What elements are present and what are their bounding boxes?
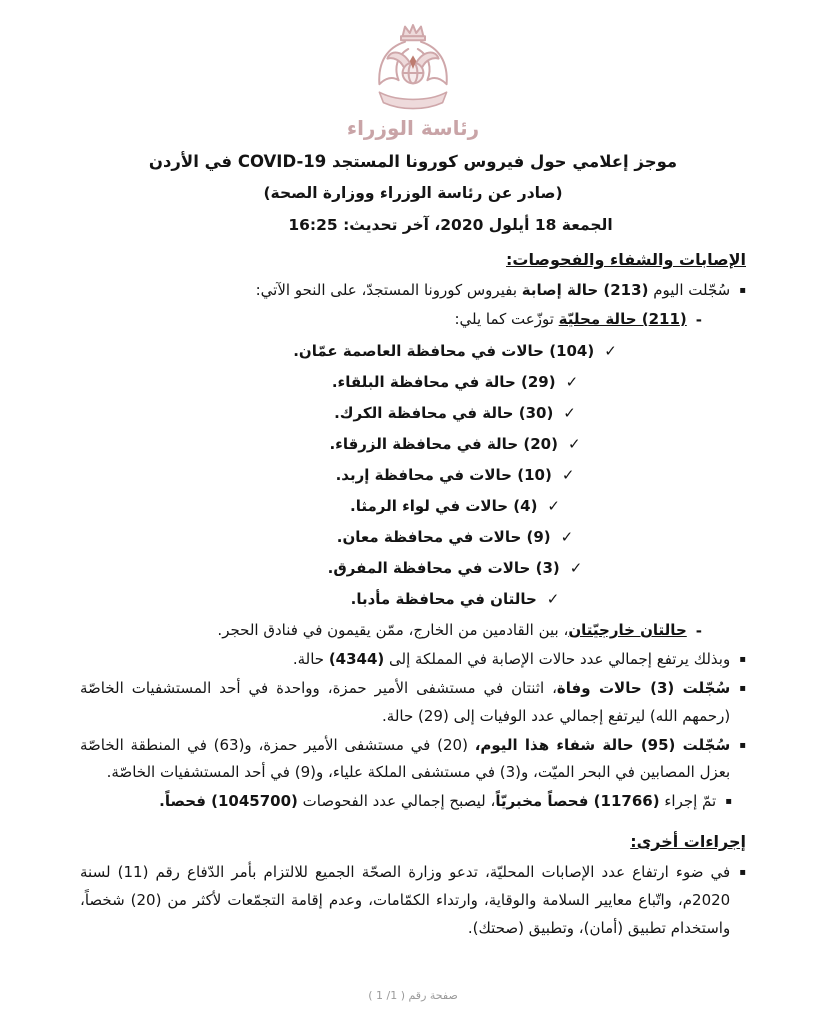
text-segment: تمّ إجراء <box>659 792 717 810</box>
check-icon: ✓ <box>563 404 576 422</box>
governorate-cases-list <box>164 336 746 615</box>
today-cases-row <box>80 277 746 305</box>
text-segment: ، ليصبح إجمالي عدد الفحوصات <box>297 792 496 810</box>
check-icon: ✓ <box>546 590 560 608</box>
case-line-mafraq <box>164 553 746 584</box>
header-logo <box>80 20 746 140</box>
external-cases-row <box>80 617 702 645</box>
actions-row <box>80 859 746 942</box>
local-cases-text <box>454 306 686 334</box>
check-icon: ✓ <box>561 466 575 484</box>
recoveries-row <box>80 732 746 788</box>
actions-text: في ضوء ارتفاع عدد الإصابات المحليّة، تدعو وزارة الصحّة الجميع للالتزام بأمر الدّفاع رقم (11) لسنة 2020م، واتّباع معايير السلامة والوقاية، وارتداء الكمّامات، وعدم إقامة التجمّعات لأكثر من (20) شخصاً، واستخدام تطبيق (أمان)، وتطبيق (صحتك). <box>80 863 731 937</box>
total-cases-text <box>293 646 730 674</box>
recoveries-text <box>80 732 730 788</box>
dash-icon: - <box>695 622 702 640</box>
case-text: (29) حالة في محافظة البلقاء. <box>331 373 556 391</box>
bullet-icon: ▪ <box>739 683 746 694</box>
case-line-amman <box>164 336 746 367</box>
case-text: (20) حالة في محافظة الزرقاء. <box>329 435 558 453</box>
check-icon: ✓ <box>565 373 579 391</box>
text-segment: ، بين القادمين من الخارج، ممّن يقيمون في فنادق الحجر. <box>217 621 569 639</box>
check-icon: ✓ <box>560 528 574 546</box>
stats-section-heading: الإصابات والشفاء والفحوصات: <box>506 250 746 269</box>
text-segment: (20) في مستشفى الأمير حمزة، و(63) في المنطقة الخاصّة بعزل المصابين في البحر الميّت، و(3) في مستشفى الملكة علياء، و(9) في أحد المستشفيات الخاصّة. <box>80 735 731 782</box>
case-text: (3) حالات في محافظة المفرق. <box>327 559 560 577</box>
external-cases-text <box>217 617 686 645</box>
page-number: صفحة رقم ( 1/ 1 ) <box>368 989 458 1002</box>
check-icon: ✓ <box>567 435 581 453</box>
logo-caption-text: رئاسة الوزراء <box>346 116 480 140</box>
text-segment: سُجّلت اليوم <box>648 281 731 299</box>
text-segment-bold: (11766) فحصاً مخبريّاً <box>495 792 660 810</box>
bullet-icon: ▪ <box>739 654 746 665</box>
deaths-row <box>80 675 746 731</box>
text-segment: وبذلك يرتفع إجمالي عدد حالات الإصابة في المملكة إلى <box>384 650 731 668</box>
text-segment: توزّعت كما يلي: <box>454 310 559 328</box>
dash-icon: - <box>695 311 702 329</box>
bullet-icon: ▪ <box>739 285 746 296</box>
bullet-icon: ▪ <box>739 867 746 878</box>
tests-row <box>80 788 732 816</box>
bullet-icon: ▪ <box>725 796 732 807</box>
text-segment-bold: سُجّلت (95) حالة شفاء هذا اليوم، <box>474 735 731 754</box>
text-segment-bold: سُجّلت (3) حالات وفاة <box>556 679 731 697</box>
jordan-coat-of-arms-icon <box>365 20 461 118</box>
case-line-madaba <box>164 584 746 615</box>
check-icon: ✓ <box>604 342 617 360</box>
deaths-text <box>80 675 730 731</box>
case-line-ramtha <box>164 491 746 522</box>
text-segment: بفيروس كورونا المستجدّ، على النحو الآتي: <box>255 281 522 299</box>
case-line-maan <box>164 522 746 553</box>
case-text: (10) حالات في محافظة إربد. <box>335 466 552 484</box>
check-icon: ✓ <box>569 559 583 577</box>
actions-section-heading: إجراءات أخرى: <box>630 832 746 851</box>
bullet-icon: ▪ <box>739 739 746 751</box>
case-line-karak <box>164 398 746 429</box>
text-segment-bold: (211) حالة محليّة <box>558 310 687 328</box>
local-cases-row <box>80 306 702 334</box>
document-title: موجز إعلامي حول فيروس كورونا المستجد COVID-19 في الأردن <box>148 152 678 171</box>
case-text: (4) حالات في لواء الرمثا. <box>350 497 538 515</box>
case-line-balqa <box>164 367 746 398</box>
date-line: الجمعة 18 أيلول 2020، آخر تحديث: 16:25 <box>288 216 613 234</box>
document-subtitle: (صادر عن رئاسة الوزراء ووزارة الصحة) <box>263 184 563 202</box>
case-text: حالتان في محافظة مأدبا. <box>350 590 537 608</box>
text-segment-bold: (1045700) فحصاً. <box>159 792 298 810</box>
case-text: (30) حالة في محافظة الكرك. <box>334 404 554 422</box>
tests-text <box>159 788 716 816</box>
text-segment-bold: (213) حالة إصابة <box>521 281 649 299</box>
total-cases-row <box>80 646 746 674</box>
case-text: (104) حالات في محافظة العاصمة عمّان. <box>293 342 595 360</box>
text-segment-bold: حالتان خارجيّتان <box>568 621 687 639</box>
text-segment-bold: (4344) <box>328 650 385 668</box>
text-segment: حالة. <box>292 650 329 668</box>
text-segment: ، اثنتان في مستشفى الأمير حمزة، وواحدة في أحد المستشفيات الخاصّة (رحمهم الله) ليرتفع إجمالي عدد الوفيات إلى (29) حالة. <box>80 679 731 725</box>
case-text: (9) حالات في محافظة معان. <box>336 528 551 546</box>
check-icon: ✓ <box>547 497 560 515</box>
case-line-irbid <box>164 460 746 491</box>
case-line-zarqa <box>164 429 746 460</box>
today-cases-text <box>256 277 731 305</box>
